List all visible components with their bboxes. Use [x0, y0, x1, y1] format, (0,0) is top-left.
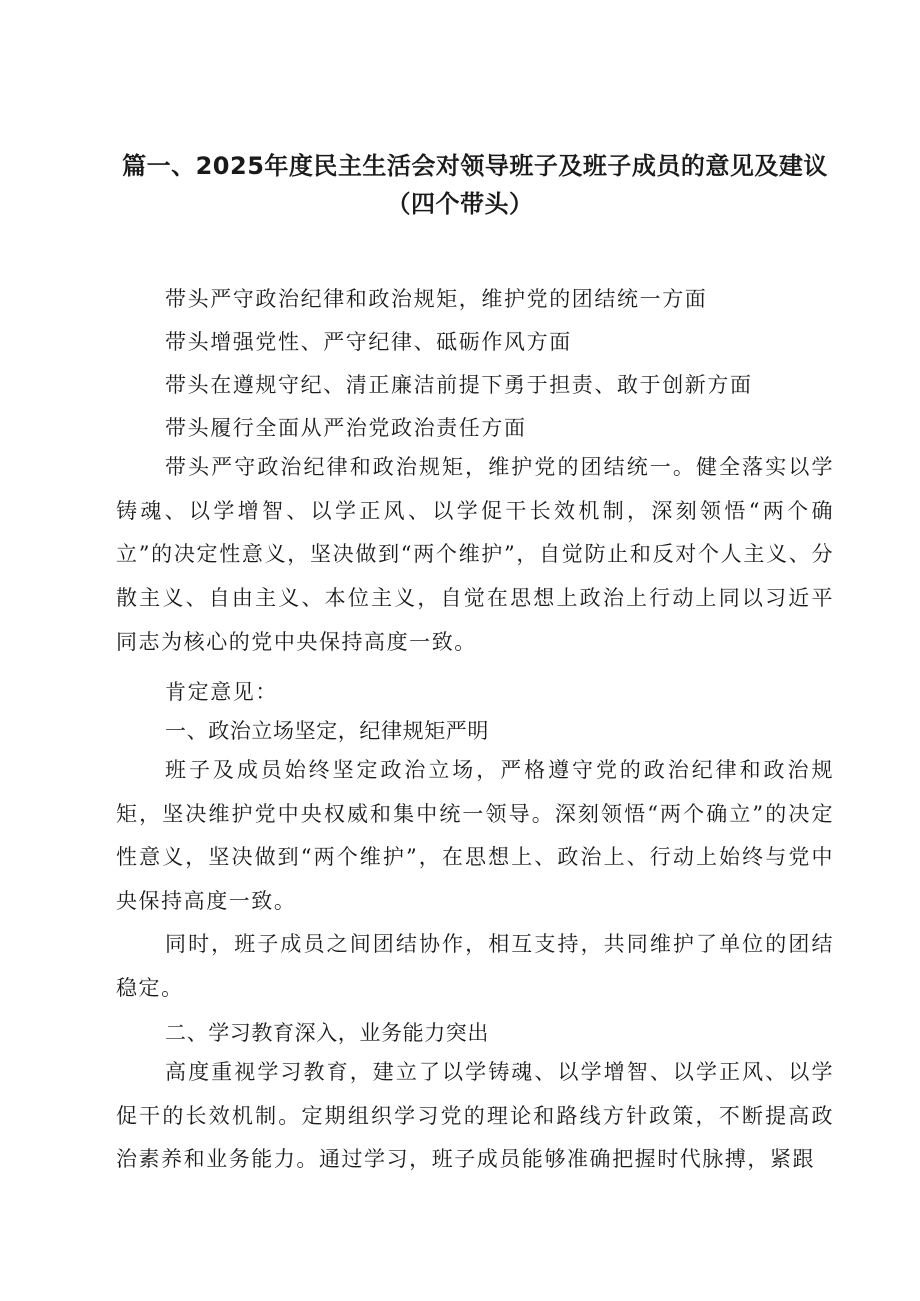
topic-item: 带头在遵规守纪、清正廉洁前提下勇于担责、敢于创新方面 [165, 373, 753, 397]
document-subtitle: （四个带头） [386, 190, 534, 218]
document-title: 篇一、2025年度民主生活会对领导班子及班子成员的意见及建议 [122, 152, 828, 180]
section-paragraph: 同时，班子成员之间团结协作，相互支持，共同维护了单位的团结稳定。 [116, 932, 834, 1000]
section-heading: 二、学习教育深入，业务能力突出 [165, 1021, 489, 1045]
section-heading: 一、政治立场坚定，纪律规矩严明 [165, 719, 489, 743]
section-paragraph: 班子及成员始终坚定政治立场，严格遵守党的政治纪律和政治规矩，坚决维护党中央权威和集中统一领导。深刻领悟“两个确立”的决定性意义，坚决做到“两个维护”，在思想上、政治上、行动上始终与党中央保持高度一致。 [116, 758, 834, 914]
intro-paragraph: 带头严守政治纪律和政治规矩，维护党的团结统一。健全落实以学铸魂、以学增智、以学正风、以学促干长效机制，深刻领悟“两个确立”的决定性意义，坚决做到“两个维护”，自觉防止和反对个人主义、分散主义、自由主义、本位主义，自觉在思想上政治上行动上同以习近平同志为核心的党中央保持高度一致。 [116, 455, 834, 654]
topic-item: 带头增强党性、严守纪律、砥砺作风方面 [165, 330, 572, 354]
positive-opinion-label: 肯定意见： [165, 680, 278, 704]
topic-item: 带头严守政治纪律和政治规矩，维护党的团结统一方面 [165, 287, 708, 311]
section-paragraph: 高度重视学习教育，建立了以学铸魂、以学增智、以学正风、以学促干的长效机制。定期组织学习党的理论和路线方针政策，不断提高政治素养和业务能力。通过学习，班子成员能够准确把握时代脉搏，紧跟 [116, 1060, 834, 1172]
topic-item: 带头履行全面从严治党政治责任方面 [165, 416, 527, 440]
